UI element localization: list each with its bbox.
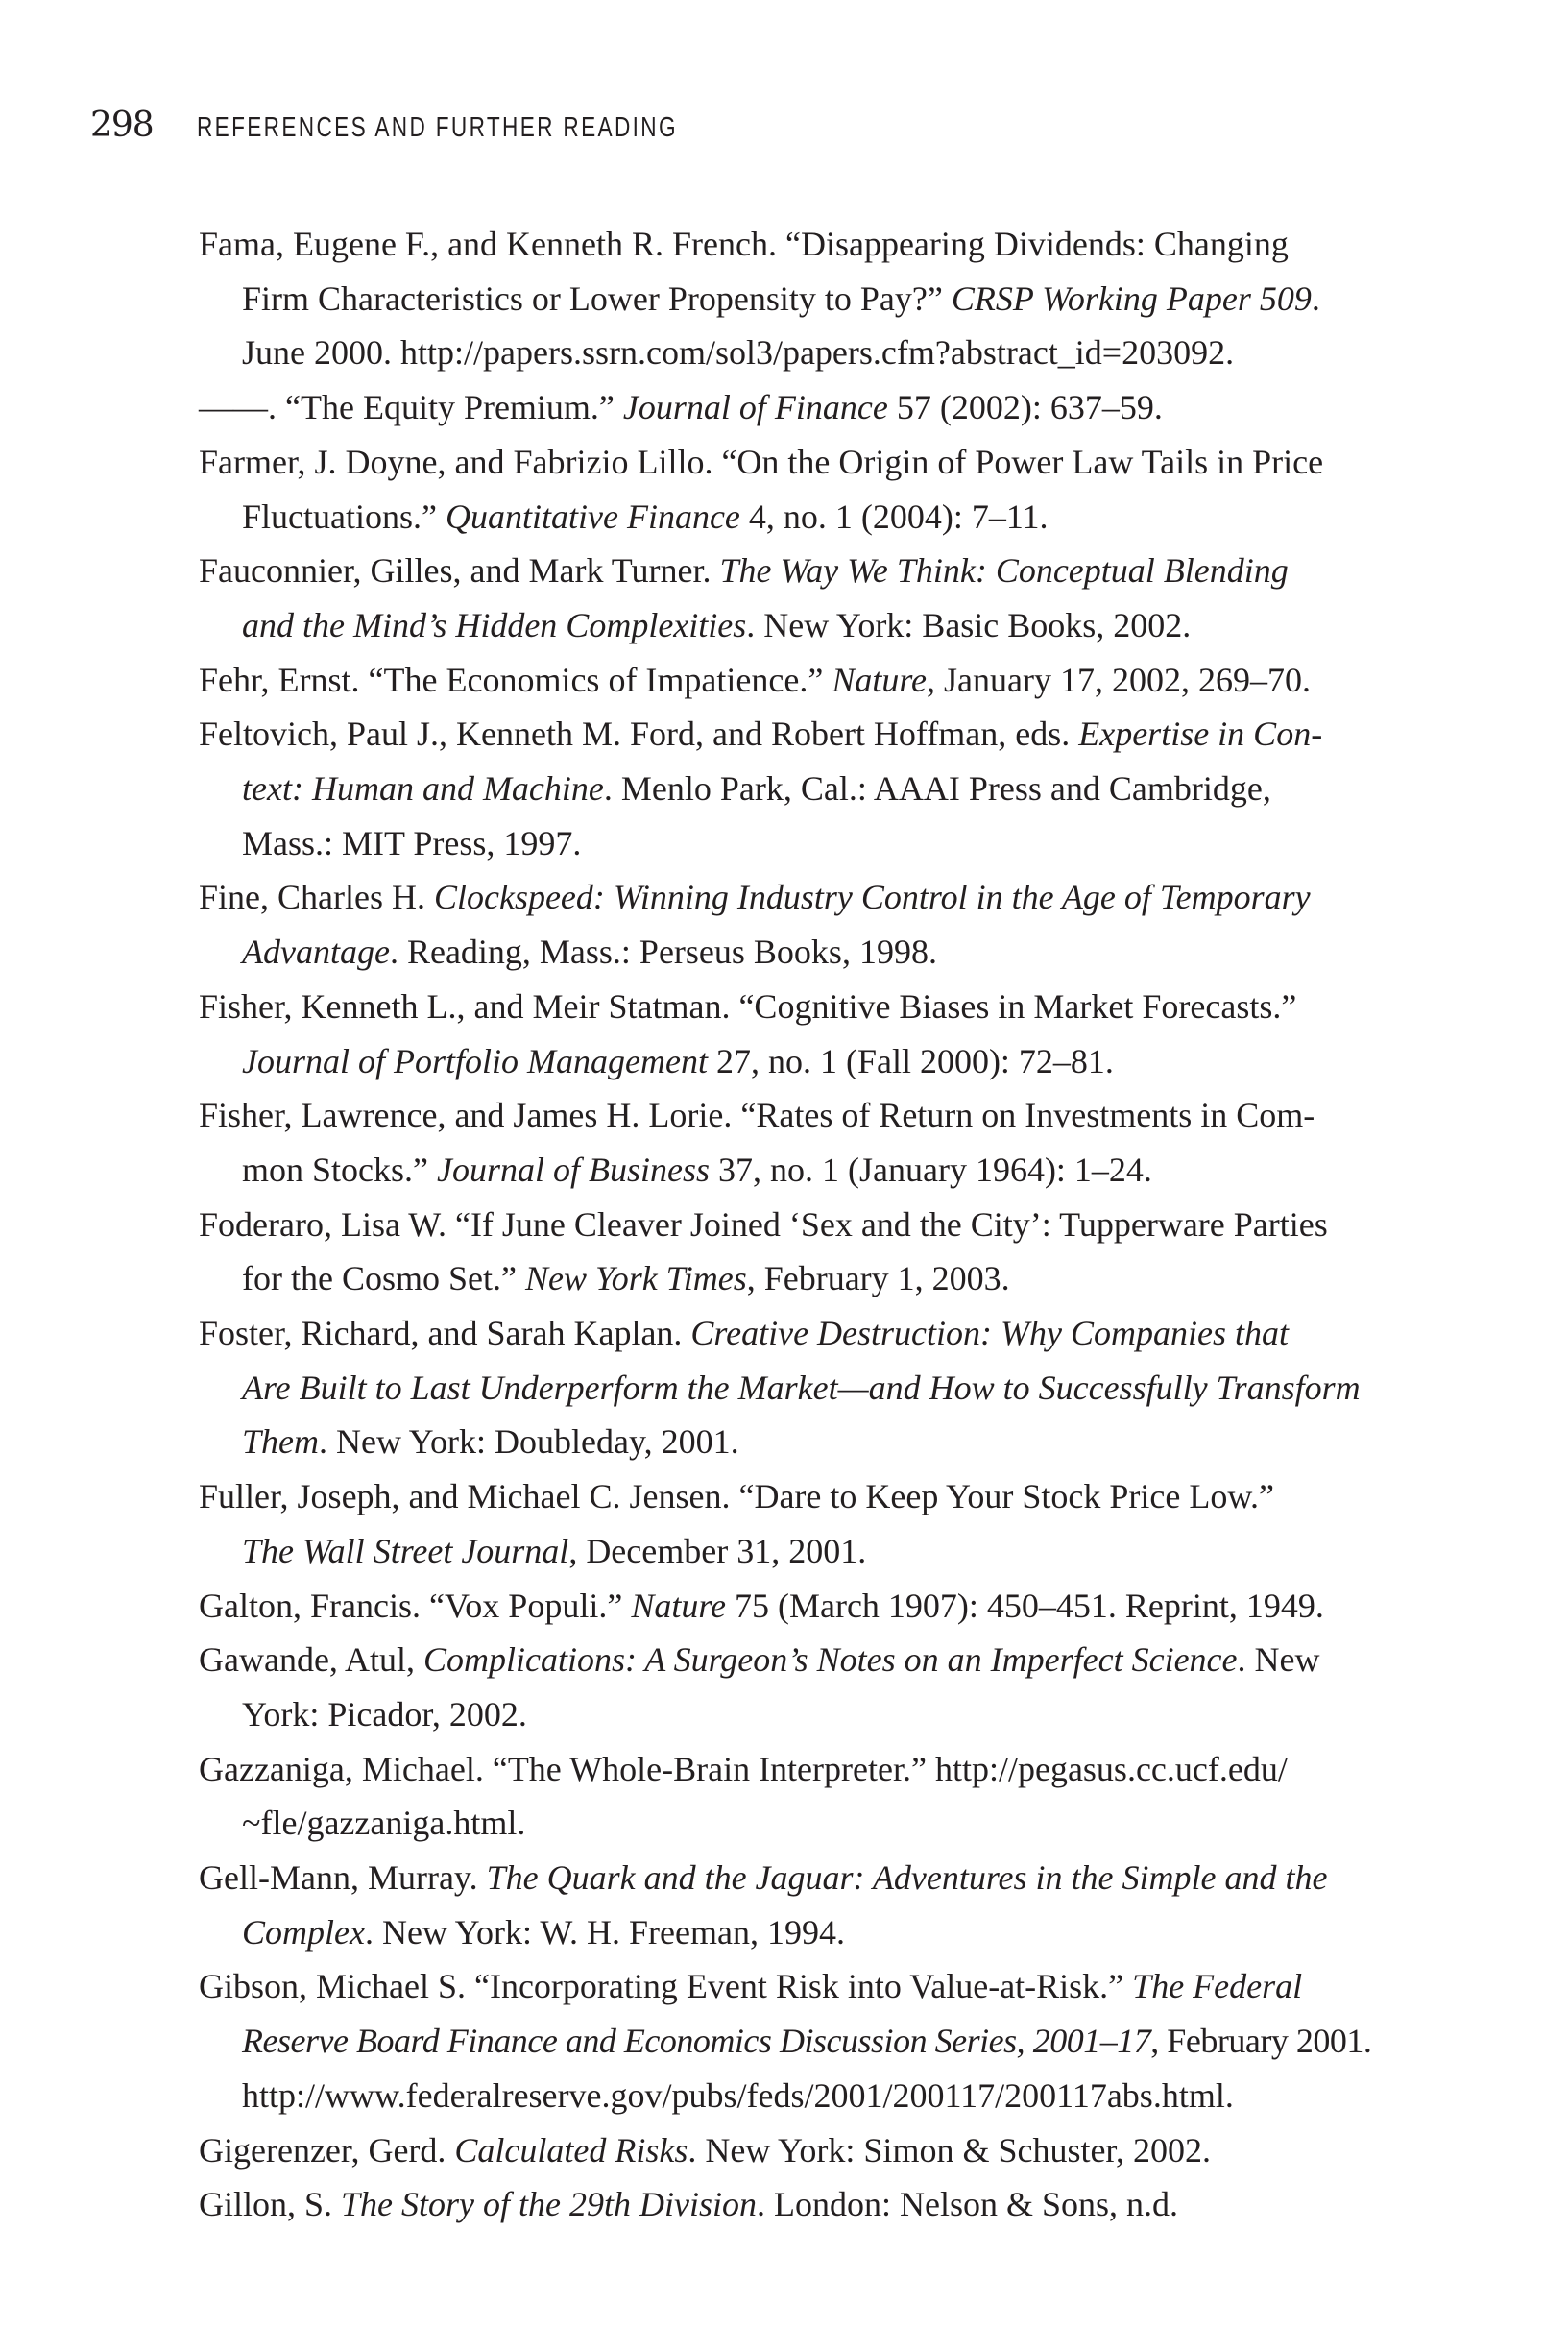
reference-line	[199, 980, 1371, 1034]
citation-text: 4, no. 1 (2004): 7–11.	[739, 497, 1049, 536]
reference-line	[199, 1306, 1371, 1361]
italic-title: Quantitative Finance	[445, 497, 740, 536]
reference-line	[199, 1088, 1371, 1143]
italic-title: CRSP Working Paper 509	[951, 279, 1312, 318]
citation-text: Firm Characteristics or Lower Propensity to Pay?”	[242, 279, 952, 318]
reference-line	[242, 1251, 1371, 1306]
citation-text: 37, no. 1 (January 1964): 1–24.	[710, 1150, 1152, 1189]
reference-line	[242, 925, 1371, 980]
reference-line	[242, 272, 1371, 327]
citation-text: , January 17, 2002, 269–70.	[927, 660, 1311, 699]
citation-text: . New	[1237, 1640, 1320, 1680]
reference-line	[242, 1361, 1371, 1416]
citation-text: Gillon, S.	[199, 2185, 342, 2224]
citation-text: Fluctuations.”	[242, 497, 446, 536]
citation-text: . Reading, Mass.: Perseus Books, 1998.	[389, 933, 937, 972]
citation-text: Gazzaniga, Michael. “The Whole-Brain Interpreter.” http://pegasus.cc.ucf.edu/	[199, 1749, 1288, 1788]
reference-line	[242, 1415, 1371, 1469]
reference-line	[242, 1034, 1371, 1089]
citation-text: Fauconnier, Gilles, and Mark Turner.	[199, 551, 720, 591]
italic-title: Reserve Board Finance and Economics Discussion Series, 2001–17	[242, 2022, 1151, 2061]
reference-line	[199, 1742, 1371, 1797]
citation-text: .	[1311, 279, 1320, 318]
citation-text: mon Stocks.”	[242, 1150, 437, 1189]
italic-title: The Quark and the Jaguar: Adventures in the Simple and the	[486, 1858, 1328, 1897]
italic-title: Calculated Risks	[454, 2130, 688, 2170]
italic-title: text: Human and Machine	[242, 769, 604, 808]
italic-title: The Federal	[1132, 1967, 1303, 2006]
citation-text: Gigerenzer, Gerd.	[199, 2130, 455, 2170]
reference-line	[242, 2014, 1371, 2069]
citation-text: . New York: Basic Books, 2002.	[746, 605, 1192, 644]
italic-title: Advantage	[242, 933, 390, 972]
citation-text: ~fle/gazzaniga.html.	[242, 1804, 526, 1843]
citation-text: 57 (2002): 637–59.	[887, 388, 1163, 427]
citation-text: Fehr, Ernst. “The Economics of Impatience.”	[199, 660, 832, 699]
reference-line	[199, 1198, 1371, 1252]
reference-line	[242, 1524, 1371, 1579]
reference-line	[242, 1143, 1371, 1198]
italic-title: Journal of Portfolio Management	[242, 1041, 708, 1080]
citation-text: ——. “The Equity Premium.”	[199, 388, 623, 427]
reference-line	[199, 2177, 1371, 2232]
italic-title: New York Times	[524, 1259, 747, 1298]
italic-title: Expertise in Con-	[1078, 715, 1323, 754]
reference-line	[199, 1851, 1371, 1905]
citation-text: Fama, Eugene F., and Kenneth R. French. “Disappearing Dividends: Changing	[199, 225, 1289, 263]
citation-text: Feltovich, Paul J., Kenneth M. Ford, and Robert Hoffman, eds.	[199, 715, 1079, 754]
citation-text: . New York: Doubleday, 2001.	[319, 1422, 739, 1462]
italic-title: Are Built to Last Underperform the Market—and How to Successfully Transform	[242, 1368, 1361, 1407]
reference-line	[199, 1959, 1371, 2014]
reference-line	[242, 816, 1371, 871]
citation-text: Gibson, Michael S. “Incorporating Event Risk into Value-at-Risk.”	[199, 1967, 1133, 2006]
citation-text: Mass.: MIT Press, 1997.	[242, 823, 582, 862]
italic-title: Clockspeed: Winning Industry Control in the Age of Temporary	[433, 878, 1311, 917]
citation-text: Fine, Charles H.	[199, 878, 434, 917]
reference-line	[199, 217, 1371, 272]
citation-text: Farmer, J. Doyne, and Fabrizio Lillo. “On the Origin of Power Law Tails in Price	[199, 442, 1324, 481]
citation-text: . London: Nelson & Sons, n.d.	[757, 2185, 1179, 2224]
citation-text: Foster, Richard, and Sarah Kaplan.	[199, 1314, 691, 1352]
citation-text: , February 2001.	[1150, 2022, 1372, 2061]
reference-line	[242, 762, 1371, 816]
italic-title: Them	[242, 1422, 319, 1462]
citation-text: , December 31, 2001.	[568, 1531, 867, 1570]
italic-title: Complications: A Surgeon’s Notes on an Imperfect Science	[422, 1640, 1238, 1680]
citation-text: Foderaro, Lisa W. “If June Cleaver Joined ‘Sex and the City’: Tupperware Parties	[199, 1204, 1328, 1244]
citation-text: 75 (March 1907): 450–451. Reprint, 1949.	[725, 1586, 1324, 1625]
reference-line	[199, 1469, 1371, 1524]
page-number: 298	[90, 106, 154, 145]
citation-text: June 2000. http://papers.ssrn.com/sol3/papers.cfm?abstract_id=203092.	[242, 333, 1235, 373]
reference-line	[242, 2069, 1371, 2123]
reference-line	[199, 2123, 1371, 2178]
citation-text: http://www.federalreserve.gov/pubs/feds/2001/200117/200117abs.html.	[242, 2075, 1234, 2115]
reference-line	[242, 1796, 1371, 1851]
citation-text: . New York: Simon & Schuster, 2002.	[688, 2130, 1211, 2170]
citation-text: 27, no. 1 (Fall 2000): 72–81.	[707, 1041, 1114, 1080]
reference-line	[199, 435, 1371, 490]
citation-text: , February 1, 2003.	[746, 1259, 1010, 1298]
italic-title: and the Mind’s Hidden Complexities	[242, 605, 747, 644]
italic-title: Creative Destruction: Why Companies that	[690, 1314, 1289, 1352]
reference-line	[199, 380, 1371, 435]
reference-line	[199, 1633, 1371, 1687]
italic-title: Nature	[631, 1586, 726, 1625]
citation-text: Gell-Mann, Murray.	[199, 1858, 487, 1897]
reference-line	[242, 326, 1371, 380]
citation-text: Galton, Francis. “Vox Populi.”	[199, 1586, 632, 1625]
italic-title: Complex	[242, 1912, 365, 1952]
italic-title: The Story of the 29th Division	[341, 2185, 757, 2224]
running-head: REFERENCES AND FURTHER READING	[197, 112, 678, 143]
reference-line	[199, 870, 1371, 925]
reference-line	[242, 1687, 1371, 1742]
citation-text: Fuller, Joseph, and Michael C. Jensen. “Dare to Keep Your Stock Price Low.”	[199, 1477, 1274, 1516]
citation-text: . Menlo Park, Cal.: AAAI Press and Cambridge,	[603, 769, 1271, 808]
reference-line	[199, 653, 1371, 708]
reference-line	[242, 598, 1371, 653]
citation-text: . New York: W. H. Freeman, 1994.	[364, 1912, 845, 1952]
citation-text: Fisher, Kenneth L., and Meir Statman. “Cognitive Biases in Market Forecasts.”	[199, 986, 1297, 1026]
italic-title: Journal of Finance	[622, 388, 888, 427]
italic-title: Nature	[832, 660, 927, 699]
reference-line	[242, 490, 1371, 545]
page-header	[0, 0, 1568, 154]
citation-text: Fisher, Lawrence, and James H. Lorie. “Rates of Return on Investments in Com-	[199, 1096, 1315, 1135]
reference-line	[199, 1579, 1371, 1634]
italic-title: The Way We Think: Conceptual Blending	[719, 551, 1289, 591]
italic-title: The Wall Street Journal	[242, 1531, 569, 1570]
citation-text: Gawande, Atul,	[199, 1640, 423, 1680]
reference-line	[199, 707, 1371, 762]
reference-line	[199, 544, 1371, 598]
citation-text: for the Cosmo Set.”	[242, 1259, 525, 1298]
citation-text: York: Picador, 2002.	[242, 1694, 527, 1734]
italic-title: Journal of Business	[437, 1150, 710, 1189]
reference-line	[242, 1905, 1371, 1960]
